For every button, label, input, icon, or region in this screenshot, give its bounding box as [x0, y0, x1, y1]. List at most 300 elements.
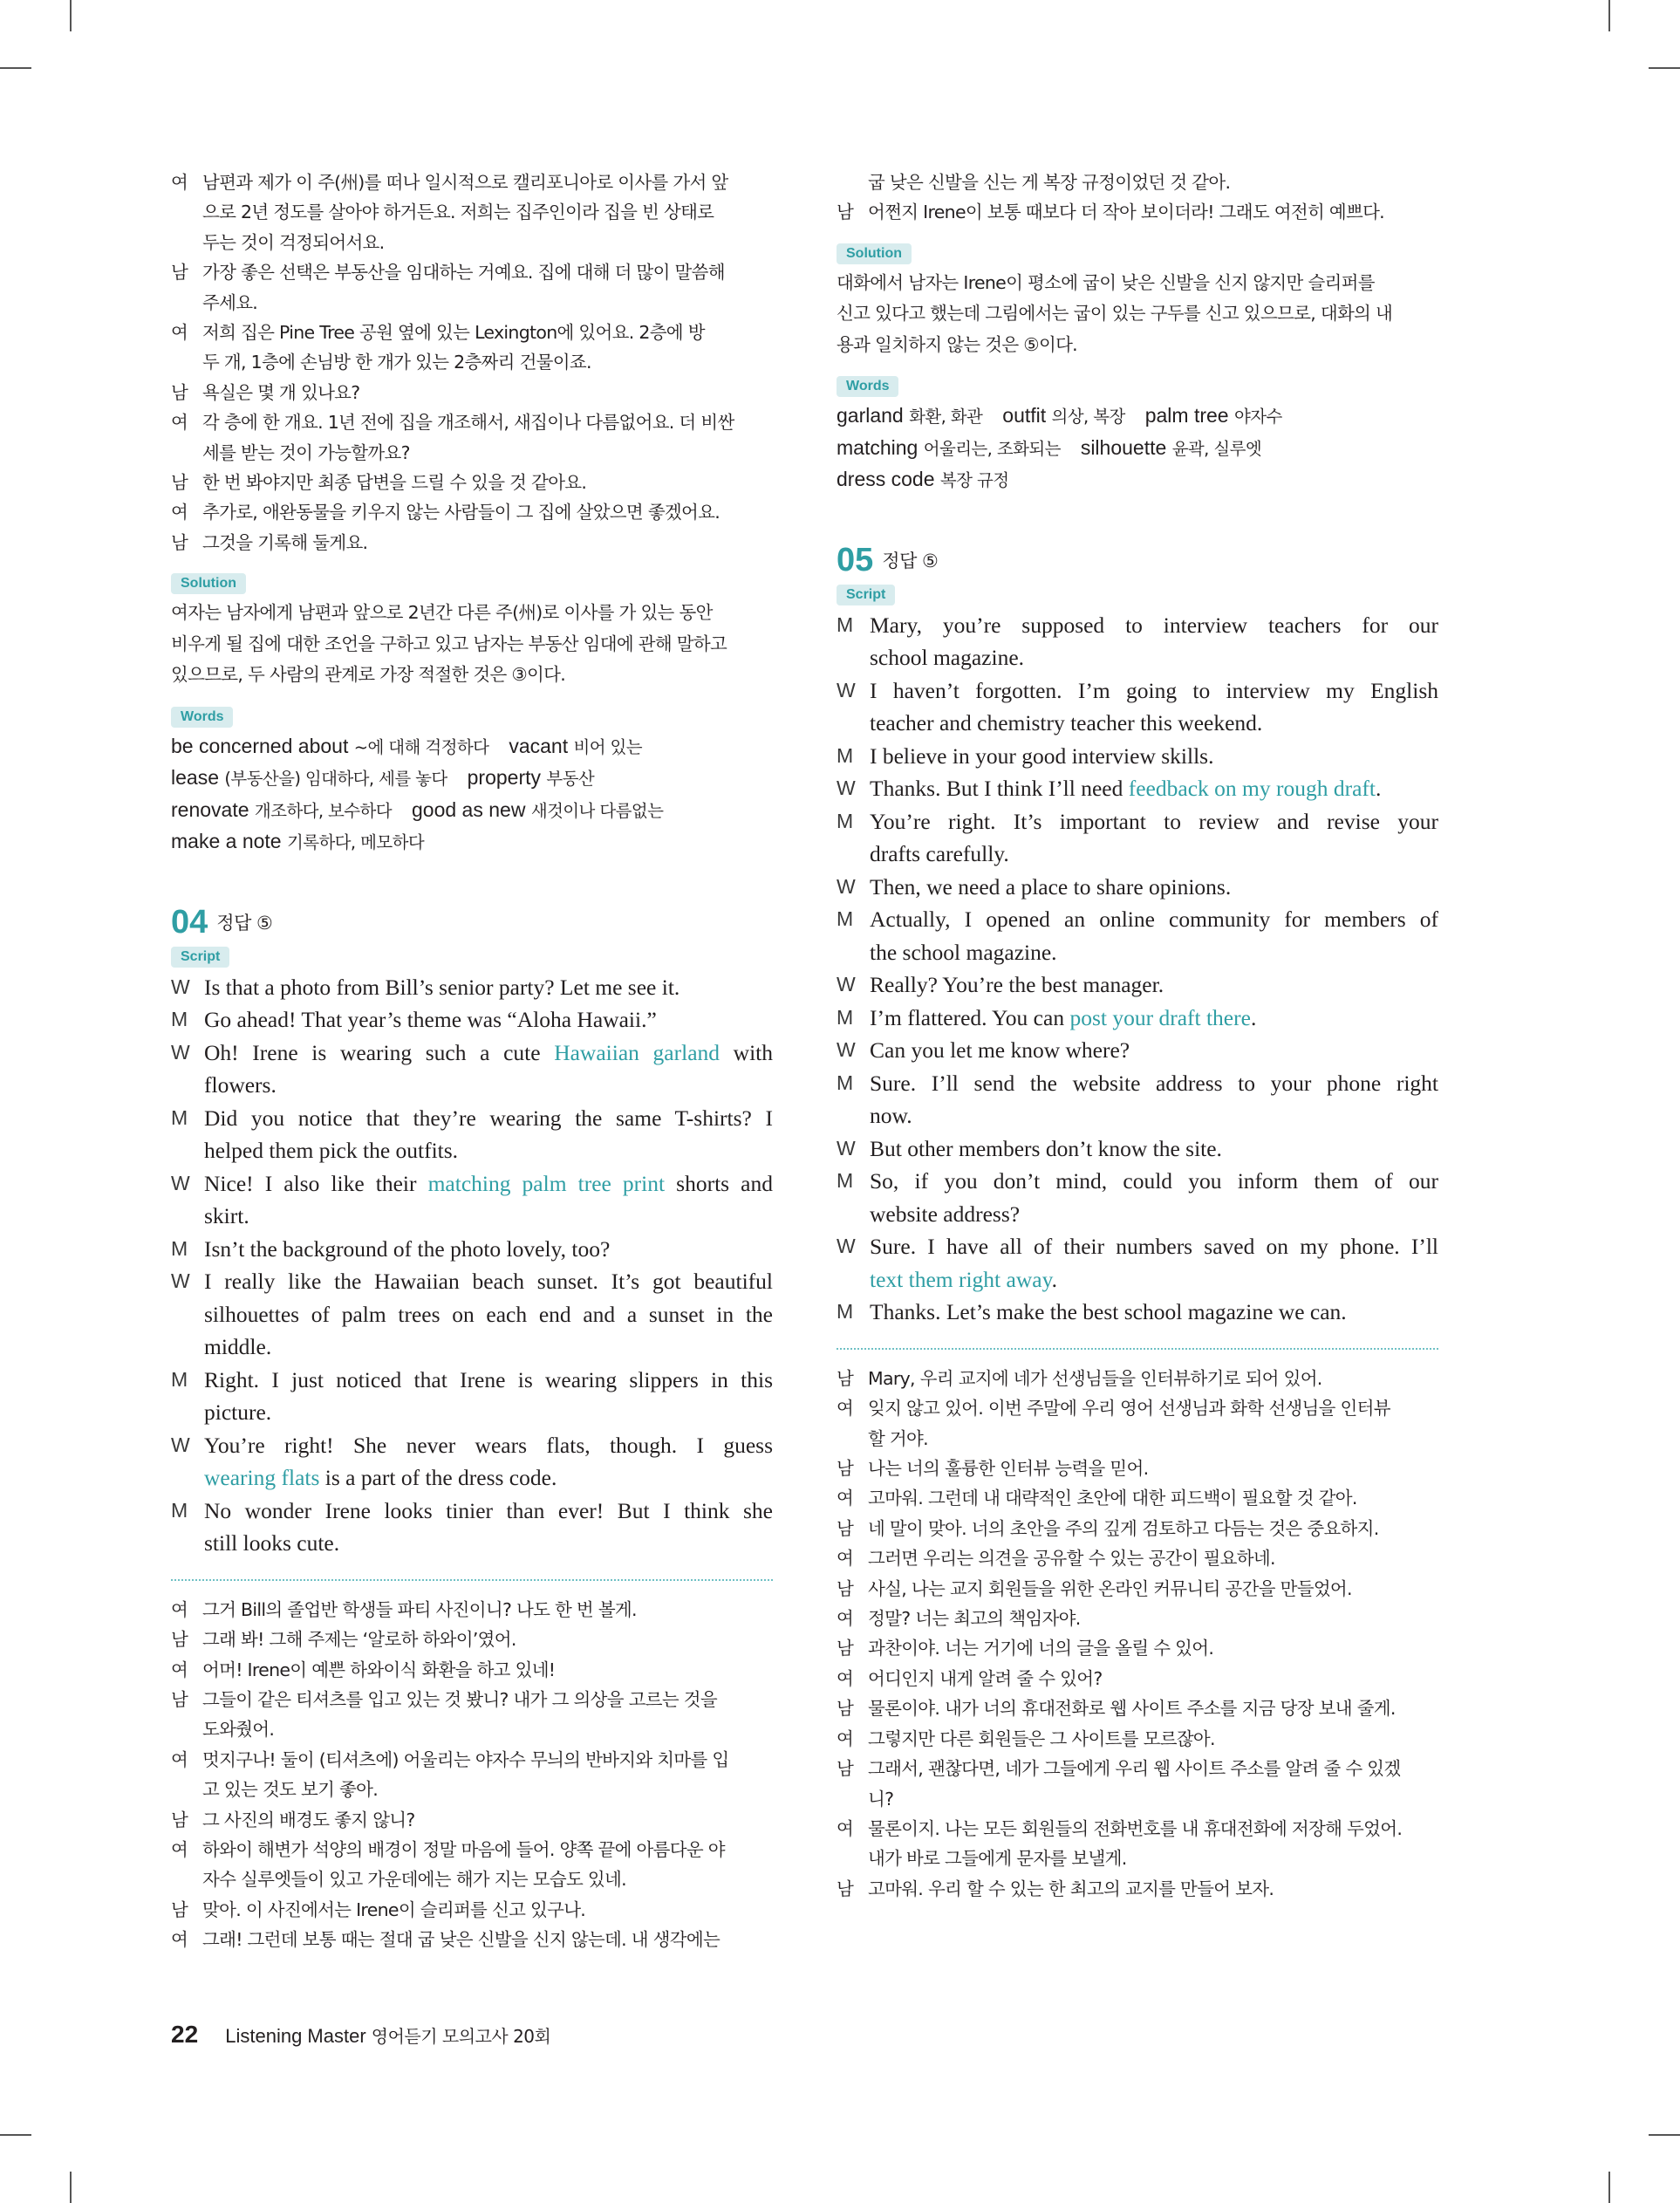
script-line: [837, 805, 1438, 838]
script-text: .: [1375, 776, 1382, 802]
script-text: Sure. I have all of their numbers saved on my phone. I’ll: [870, 1234, 1438, 1260]
word-meaning: 새것이나 다름없는: [530, 800, 664, 821]
script-text: Can you let me know where?: [870, 1037, 1130, 1064]
speaker-label: 남: [837, 202, 854, 223]
solution-badge: Solution: [837, 243, 912, 264]
speaker-label: W: [171, 975, 190, 998]
script-text: .: [1250, 1004, 1257, 1030]
dialogue-line: [171, 1925, 773, 1954]
script-line: [171, 971, 773, 1004]
dialogue-text: Mary, 우리 교지에 네가 선생님들을 인터뷰하기로 되어 있어.: [868, 1367, 1322, 1389]
word-row: [171, 731, 773, 763]
speaker-label: 남: [171, 1899, 188, 1920]
dialogue-line: [171, 347, 773, 377]
speaker-label: W: [837, 1136, 856, 1160]
script-line: [837, 1198, 1438, 1231]
dialogue-text: 그래! 그런데 보통 때는 절대 굽 낮은 신발을 신지 않는데. 내 생각에는: [202, 1929, 720, 1951]
right-column: [837, 168, 1438, 1904]
dialogue-line: [837, 1454, 1438, 1483]
dialogue-line: [171, 378, 773, 407]
word-meaning: 기록하다, 메모하다: [286, 832, 425, 853]
script-text: You’re right! She never wears flats, though. I guess: [204, 1432, 773, 1458]
script-line: [837, 707, 1438, 740]
script-line: [171, 1331, 773, 1364]
speaker-label: 여: [171, 412, 188, 434]
script-line: [837, 740, 1438, 773]
crop-mark: [0, 2134, 31, 2136]
script-line: [837, 968, 1438, 1002]
words-list: [837, 400, 1438, 496]
book-title-kr: 영어듣기 모의고사 20회: [371, 2025, 551, 2047]
dialogue-line: [171, 1745, 773, 1775]
crop-mark: [0, 67, 31, 69]
crop-mark: [1649, 67, 1680, 69]
korean-translation: [171, 1595, 773, 1955]
dialogue-line: [837, 197, 1438, 227]
dialogue-text: 어디인지 내게 알려 줄 수 있어?: [868, 1667, 1103, 1689]
speaker-label: W: [171, 1269, 190, 1293]
dialogue-text: 한 번 봐야지만 최종 답변을 드릴 수 있을 것 같아요.: [202, 472, 587, 494]
dialogue-text: 과찬이야. 너는 거기에 너의 글을 올릴 수 있어.: [868, 1638, 1214, 1659]
speaker-label: 남: [171, 1629, 188, 1651]
speaker-label: 남: [837, 1698, 854, 1720]
dialogue-text: 나는 너의 훌륭한 인터뷰 능력을 믿어.: [868, 1458, 1149, 1480]
question-number: 05: [837, 541, 874, 578]
script-line: [171, 1200, 773, 1233]
speaker-label: M: [171, 1367, 188, 1391]
dialogue-text: 그렇지만 다른 회원들은 그 사이트를 모르잖아.: [868, 1728, 1215, 1749]
dotted-divider: [171, 1579, 773, 1581]
script-line: [837, 1132, 1438, 1166]
words-badge: Words: [171, 707, 233, 728]
words-badge: Words: [837, 376, 898, 397]
word-term: lease: [171, 766, 225, 790]
speaker-label: 남: [837, 1638, 854, 1659]
word-row: [837, 433, 1438, 465]
script-text: But other members don’t know the site.: [870, 1135, 1222, 1161]
left-column: [171, 168, 773, 1955]
script-text: with: [720, 1039, 773, 1065]
word-meaning: 화환, 화관: [909, 407, 983, 428]
script-line: [171, 1003, 773, 1037]
speaker-label: 여: [171, 1598, 188, 1620]
word-term: dress code: [837, 468, 940, 491]
script-text: picture.: [204, 1399, 272, 1426]
dialogue-line: [837, 168, 1438, 197]
script-line: [837, 1034, 1438, 1067]
dialogue-line: [171, 1625, 773, 1654]
dialogue-line: [171, 407, 773, 437]
dialogue-text: 자수 실루엣들이 있고 가운데에는 해가 지는 모습도 있네.: [202, 1869, 626, 1891]
dialogue-line: [171, 1595, 773, 1625]
speaker-label: 남: [171, 531, 188, 553]
word-meaning: (부동산을) 임대하다, 세를 놓다: [224, 769, 447, 790]
dialogue-line: [171, 438, 773, 468]
answer-label: 정답 ⑤: [882, 551, 939, 572]
speaker-label: 남: [837, 1758, 854, 1780]
dialogue-line: [171, 197, 773, 227]
script-text: skirt.: [204, 1203, 249, 1229]
word-row: [837, 400, 1438, 433]
speaker-label: 여: [837, 1608, 854, 1630]
dialogue-line: [837, 1514, 1438, 1543]
words-list: [171, 731, 773, 859]
dialogue-text: 남편과 제가 이 주(州)를 떠나 일시적으로 캘리포니아로 이사를 가서 앞: [202, 172, 728, 193]
speaker-label: 여: [171, 172, 188, 193]
speaker-label: W: [171, 1433, 190, 1456]
speaker-label: 남: [171, 472, 188, 494]
script-badge: Script: [837, 585, 895, 605]
script-line: [837, 936, 1438, 969]
script-text: Go ahead! That year’s theme was “Aloha Hawaii.”: [204, 1007, 657, 1033]
script-line: [171, 1167, 773, 1201]
script-text: .: [1051, 1266, 1058, 1292]
dialogue-line: [837, 1874, 1438, 1904]
speaker-label: M: [171, 1236, 188, 1260]
dialogue-text: 할 거야.: [868, 1427, 928, 1449]
script-line: [171, 1037, 773, 1070]
script-line: [837, 1165, 1438, 1198]
word-term: palm tree: [1144, 404, 1234, 428]
dialogue-line: [837, 1844, 1438, 1873]
dialogue-line: [171, 1835, 773, 1864]
dialogue-line: [171, 1805, 773, 1835]
speaker-label: M: [837, 907, 854, 931]
script-line: [171, 1527, 773, 1560]
speaker-label: W: [837, 1235, 856, 1258]
dialogue-text: 그래 봐! 그해 주제는 ‘알로하 하와이’였어.: [202, 1629, 516, 1651]
speaker-label: M: [837, 1169, 854, 1193]
dialogue-line: [171, 1714, 773, 1744]
speaker-label: 남: [837, 1577, 854, 1599]
script-line: [837, 1230, 1438, 1263]
speaker-label: M: [837, 809, 854, 832]
script-line: [837, 641, 1438, 674]
dialogue-line: [171, 528, 773, 558]
script-text: Then, we need a place to share opinions.: [870, 873, 1232, 900]
highlighted-phrase: Hawaiian garland: [554, 1039, 720, 1065]
highlighted-phrase: wearing flats: [204, 1465, 320, 1491]
page-footer: [171, 2021, 550, 2049]
dotted-divider: [837, 1348, 1438, 1350]
script-line: [171, 1461, 773, 1495]
dialogue-line: [171, 257, 773, 287]
dialogue-line: [837, 1664, 1438, 1693]
dialogue-line: [171, 288, 773, 318]
script-line: [171, 1265, 773, 1298]
script-line: [171, 1429, 773, 1462]
speaker-label: M: [837, 1071, 854, 1094]
script-text: school magazine.: [870, 645, 1025, 671]
dialogue-line: [837, 1754, 1438, 1783]
english-script: [837, 609, 1438, 1329]
dialogue-text: 네 말이 맞아. 너의 초안을 주의 깊게 검토하고 다듬는 것은 중요하지.: [868, 1517, 1379, 1539]
dialogue-text: 그래서, 괜찮다면, 네가 그들에게 우리 웹 사이트 주소를 알려 줄 수 있겠: [868, 1758, 1401, 1780]
dialogue-line: [837, 1724, 1438, 1754]
speaker-label: 여: [171, 1839, 188, 1861]
script-line: [171, 1364, 773, 1397]
script-line: [837, 1263, 1438, 1296]
script-text: shorts and: [665, 1170, 773, 1196]
crop-mark: [1608, 0, 1610, 31]
dialogue-line: [171, 1895, 773, 1925]
dialogue-line: [837, 1604, 1438, 1633]
script-line: [171, 1102, 773, 1135]
word-row: [171, 763, 773, 795]
word-term: make a note: [171, 830, 287, 853]
dialogue-text: 욕실은 몇 개 있나요?: [202, 381, 360, 403]
script-line: [171, 1396, 773, 1429]
dialogue-text: 고마워. 우리 할 수 있는 한 최고의 교지를 만들어 보자.: [868, 1878, 1274, 1899]
word-term: silhouette: [1080, 435, 1172, 459]
dialogue-text: 고 있는 것도 보기 좋아.: [202, 1779, 379, 1801]
word-term: outfit: [1002, 404, 1052, 428]
word-term: garland: [837, 404, 910, 428]
dialogue-line: [171, 228, 773, 257]
script-text: the school magazine.: [870, 939, 1057, 965]
dialogue-line: [837, 1693, 1438, 1723]
dialogue-line: [837, 1784, 1438, 1814]
speaker-label: M: [171, 1008, 188, 1031]
solution-line: 대화에서 남자는 Irene이 평소에 굽이 낮은 신발을 신지 않지만 슬리퍼를: [837, 271, 1375, 293]
solution-line: 여자는 남자에게 남편과 앞으로 2년간 다른 주(州)로 이사를 가 있는 동안: [171, 602, 713, 624]
question-header: [837, 542, 1438, 579]
dialogue-line: [171, 1864, 773, 1894]
dialogue-line: [171, 1685, 773, 1714]
script-text: Isn’t the background of the photo lovely, too?: [204, 1235, 611, 1262]
dialogue-text: 하와이 해변가 석양의 배경이 정말 마음에 들어. 양쪽 끝에 아름다운 야: [202, 1839, 725, 1861]
solution-line: 신고 있다고 했는데 그림에서는 굽이 있는 구두를 신고 있으므로, 대화의 내: [837, 303, 1393, 325]
script-text: I really like the Hawaiian beach sunset. It’s got beautiful: [204, 1269, 773, 1295]
dialogue-line: [837, 1424, 1438, 1454]
speaker-label: 여: [837, 1667, 854, 1689]
highlighted-phrase: text them right away: [870, 1266, 1052, 1292]
dialogue-line: [171, 318, 773, 347]
page-number: 22: [171, 2021, 199, 2048]
book-title: [225, 2025, 550, 2047]
script-text: helped them pick the outfits.: [204, 1138, 459, 1164]
dialogue-text: 멋지구나! 둘이 (티셔츠에) 어울리는 야자수 무늬의 반바지와 치마를 입: [202, 1748, 729, 1770]
word-meaning: 부동산: [546, 769, 595, 790]
dialogue-text: 도와줬어.: [202, 1719, 275, 1741]
dialogue-text: 어쩐지 Irene이 보통 때보다 더 작아 보이더라! 그래도 여전히 예쁘다.: [868, 202, 1384, 223]
script-text: Oh! Irene is wearing such a cute: [204, 1039, 555, 1065]
word-row: [171, 795, 773, 827]
speaker-label: M: [837, 1005, 854, 1029]
speaker-label: M: [837, 743, 854, 767]
dialogue-text: 추가로, 애완동물을 키우지 않는 사람들이 그 집에 살았으면 좋겠어요.: [202, 502, 720, 523]
answer-label: 정답 ⑤: [216, 913, 273, 934]
script-line: [837, 772, 1438, 805]
dialogue-text: 각 층에 한 개요. 1년 전에 집을 개조해서, 새집이나 다름없어요. 더 비싼: [202, 412, 734, 434]
speaker-label: W: [837, 874, 856, 898]
dialogue-line: [837, 1543, 1438, 1573]
dialogue-line: [837, 1574, 1438, 1604]
script-text: website address?: [870, 1201, 1021, 1227]
script-line: [837, 609, 1438, 642]
script-text: drafts carefully.: [870, 841, 1009, 867]
dialogue-line: [171, 468, 773, 497]
script-text: teacher and chemistry teacher this weekend.: [870, 710, 1263, 736]
dialogue-line: [837, 1814, 1438, 1844]
script-text: Sure. I’ll send the website address to your phone right: [870, 1070, 1438, 1096]
dialogue-text: 굽 낮은 신발을 신는 게 복장 규정이었던 것 같아.: [868, 172, 1231, 193]
word-row: [837, 464, 1438, 496]
dialogue-line: [837, 1483, 1438, 1513]
word-term: renovate: [171, 797, 255, 821]
script-text: I haven’t forgotten. I’m going to interview my English: [870, 677, 1438, 703]
dialogue-text: 물론이야. 내가 너의 휴대전화로 웹 사이트 주소를 지금 당장 보내 줄게.: [868, 1698, 1396, 1720]
dialogue-text: 고마워. 그런데 내 대략적인 초안에 대한 피드백이 필요할 것 같아.: [868, 1488, 1357, 1509]
speaker-label: W: [837, 678, 856, 701]
solution-line: 있으므로, 두 사람의 관계로 가장 적절한 것은 ③이다.: [171, 664, 566, 686]
script-text: still looks cute.: [204, 1530, 340, 1556]
script-line: [171, 1495, 773, 1528]
speaker-label: 남: [837, 1367, 854, 1389]
speaker-label: M: [171, 1105, 188, 1129]
script-text: Actually, I opened an online community for members of: [870, 907, 1438, 933]
speaker-label: M: [837, 612, 854, 636]
dialogue-line: [171, 168, 773, 197]
word-meaning: ~에 대해 걱정하다: [353, 736, 489, 757]
script-line: [837, 838, 1438, 871]
book-title-en: Listening Master: [225, 2024, 366, 2047]
dialogue-text: 으로 2년 정도를 살아야 하거든요. 저희는 집주인이라 집을 빈 상태로: [202, 202, 714, 223]
dialogue-text: 물론이지. 나는 모든 회원들의 전화번호를 내 휴대전화에 저장해 두었어.: [868, 1817, 1403, 1839]
solution-line: 비우게 될 집에 대한 조언을 구하고 있고 남자는 부동산 임대에 관해 말하고: [171, 633, 727, 654]
dialogue-line: [837, 1364, 1438, 1393]
word-meaning: 개조하다, 보수하다: [254, 800, 392, 821]
script-line: [837, 1296, 1438, 1329]
script-text: Is that a photo from Bill’s senior party? Let me see it.: [204, 974, 680, 1000]
highlighted-phrase: post your draft there: [1069, 1004, 1251, 1030]
dialogue-line: [171, 497, 773, 527]
speaker-label: 여: [837, 1398, 854, 1420]
script-text: I believe in your good interview skills.: [870, 742, 1214, 769]
speaker-label: W: [171, 1040, 190, 1064]
speaker-label: 여: [837, 1817, 854, 1839]
script-text: I’m flattered. You can: [870, 1004, 1070, 1030]
highlighted-phrase: matching palm tree print: [427, 1170, 666, 1196]
dialogue-line: [171, 1655, 773, 1685]
script-line: [837, 674, 1438, 708]
dialogue-line: [837, 1393, 1438, 1423]
speaker-label: 남: [837, 1878, 854, 1899]
korean-translation: [837, 1364, 1438, 1904]
speaker-label: 여: [837, 1488, 854, 1509]
crop-mark: [70, 0, 72, 31]
solution-text: [837, 268, 1438, 361]
word-term: property: [467, 766, 547, 790]
dialogue-text: 두는 것이 걱정되어서요.: [202, 231, 385, 253]
script-line: [171, 1233, 773, 1266]
script-text: flowers.: [204, 1072, 277, 1098]
question-header: [171, 904, 773, 941]
speaker-label: W: [837, 1038, 856, 1062]
script-line: [171, 1069, 773, 1102]
word-meaning: 의상, 복장: [1051, 407, 1125, 428]
word-meaning: 복장 규정: [939, 470, 1009, 491]
dialogue-text: 주세요.: [202, 291, 258, 313]
script-line: [837, 903, 1438, 936]
dialogue-text: 그거 Bill의 졸업반 학생들 파티 사진이니? 나도 한 번 볼게.: [202, 1598, 637, 1620]
dialogue-text: 그 사진의 배경도 좋지 않니?: [202, 1809, 415, 1830]
dialogue-line: [837, 1633, 1438, 1663]
solution-text: [171, 598, 773, 691]
script-badge: Script: [171, 947, 229, 968]
crop-mark: [1649, 2134, 1680, 2136]
dialogue-text: 사실, 나는 교지 회원들을 위한 온라인 커뮤니티 공간을 만들었어.: [868, 1577, 1352, 1599]
speaker-label: 남: [171, 1809, 188, 1830]
dialogue-text: 니?: [868, 1788, 894, 1810]
script-text: Thanks. Let’s make the best school magazine we can.: [870, 1299, 1347, 1325]
dialogue-text: 그것을 기록해 둘게요.: [202, 531, 368, 553]
speaker-label: W: [837, 777, 856, 800]
previous-question-translation: [171, 168, 773, 558]
script-line: [837, 1099, 1438, 1132]
word-meaning: 어울리는, 조화되는: [923, 438, 1061, 459]
word-meaning: 비어 있는: [573, 736, 643, 757]
dialogue-text: 어머! Irene이 예쁜 하와이식 화환을 하고 있네!: [202, 1659, 556, 1680]
dialogue-text: 가장 좋은 선택은 부동산을 임대하는 거예요. 집에 대해 더 많이 말씀해: [202, 262, 725, 284]
script-text: Nice! I also like their: [204, 1170, 428, 1196]
script-line: [171, 1134, 773, 1167]
dialogue-text: 그들이 같은 티셔츠를 입고 있는 것 봤니? 내가 그 의상을 고르는 것을: [202, 1689, 717, 1710]
speaker-label: 남: [171, 381, 188, 403]
script-line: [837, 871, 1438, 904]
dialogue-text: 세를 받는 것이 가능할까요?: [202, 441, 410, 463]
solution-badge: Solution: [171, 573, 246, 594]
word-term: matching: [837, 435, 924, 459]
script-text: So, if you don’t mind, could you inform them of our: [870, 1168, 1438, 1194]
dialogue-line: [171, 1775, 773, 1804]
speaker-label: 여: [837, 1728, 854, 1749]
word-term: vacant: [509, 734, 574, 757]
word-term: be concerned about: [171, 734, 354, 757]
speaker-label: 남: [837, 1458, 854, 1480]
script-text: You’re right. It’s important to review and revise your: [870, 808, 1438, 834]
dialogue-text: 맞아. 이 사진에서는 Irene이 슬리퍼를 신고 있구나.: [202, 1899, 586, 1920]
speaker-label: M: [837, 1300, 854, 1324]
speaker-label: M: [171, 1498, 188, 1522]
speaker-label: 여: [837, 1548, 854, 1570]
dialogue-text: 내가 바로 그들에게 문자를 보낼게.: [868, 1848, 1127, 1870]
word-meaning: 야자수: [1233, 407, 1282, 428]
script-text: Thanks. But I think I’ll need: [870, 776, 1129, 802]
speaker-label: 여: [171, 502, 188, 523]
speaker-label: 여: [171, 1659, 188, 1680]
question-number: 04: [171, 903, 208, 941]
word-row: [171, 826, 773, 859]
dialogue-text: 정말? 너는 최고의 책임자야.: [868, 1608, 1081, 1630]
script-text: No wonder Irene looks tinier than ever! But I think she: [204, 1497, 773, 1523]
speaker-label: 여: [171, 1929, 188, 1951]
speaker-label: 여: [171, 1748, 188, 1770]
script-text: now.: [870, 1103, 912, 1129]
script-line: [837, 1067, 1438, 1100]
script-line: [837, 1002, 1438, 1035]
word-term: good as new: [412, 797, 531, 821]
word-meaning: 윤곽, 실루엣: [1171, 438, 1262, 459]
crop-mark: [1608, 2172, 1610, 2203]
script-text: Did you notice that they’re wearing the same T-shirts? I: [204, 1105, 773, 1131]
speaker-label: 여: [171, 322, 188, 344]
english-script: [171, 971, 773, 1560]
crop-mark: [70, 2172, 72, 2203]
script-text: middle.: [204, 1334, 272, 1360]
speaker-label: W: [837, 973, 856, 996]
highlighted-phrase: feedback on my rough draft: [1128, 776, 1376, 802]
